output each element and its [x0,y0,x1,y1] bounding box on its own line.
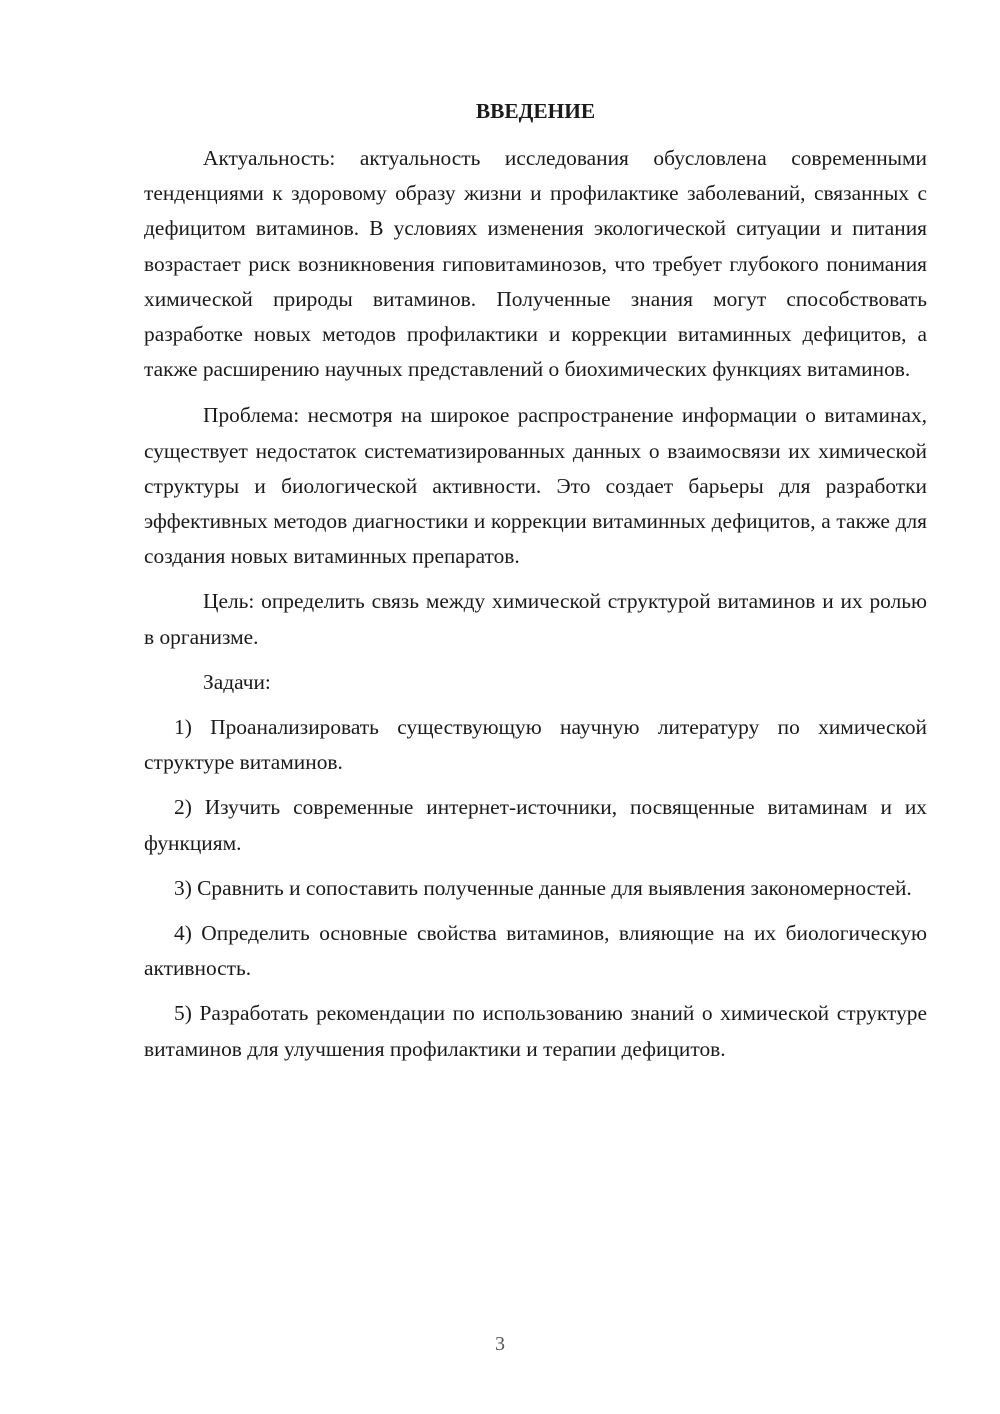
task-item-3: 3) Сравнить и сопоставить полученные данные для выявления закономерностей. [174,875,912,900]
paragraph-goal: Цель: определить связь между химической структурой витаминов и их ролью в организме. [144,589,927,649]
section-title: ВВЕДЕНИЕ [475,99,596,123]
task-item-4: 4) Определить основные свойства витаминов, влияющие на их биологическую активность. [144,921,927,981]
task-item-1: 1) Проанализировать существующую научную литературу по химической структуре витаминов. [144,715,927,775]
page-content [144,94,927,1067]
tasks-heading: Задачи: [203,669,271,694]
task-item-5: 5) Разработать рекомендации по использованию знаний о химической структуре витаминов для улучшения профилактики и терапии дефицитов. [144,1001,927,1061]
task-item-2: 2) Изучить современные интернет-источники, посвященные витаминам и их функциям. [144,795,927,855]
page-number: 3 [495,1333,505,1355]
paragraph-relevance: Актуальность: актуальность исследования обусловлена современными тенденциями к здоровому образу жизни и профилактике заболеваний, связанных с дефицитом витаминов. В условиях изменения экологической ситуации и питания возрастает риск возникновения гиповитаминозов, что требует глубокого понимания химической природы витаминов. Полученные знания могут способствовать разработке новых методов профилактики и коррекции витаминных дефицитов, а также расширению научных представлений о биохимических функциях витаминов. [144,146,927,382]
paragraph-problem: Проблема: несмотря на широкое распространение информации о витаминах, существует недостаток систематизированных данных о взаимосвязи их химической структуры и биологической активности. Это создает барьеры для разработки эффективных методов диагностики и коррекции витаминных дефицитов, а также для создания новых витаминных препаратов. [144,403,927,569]
